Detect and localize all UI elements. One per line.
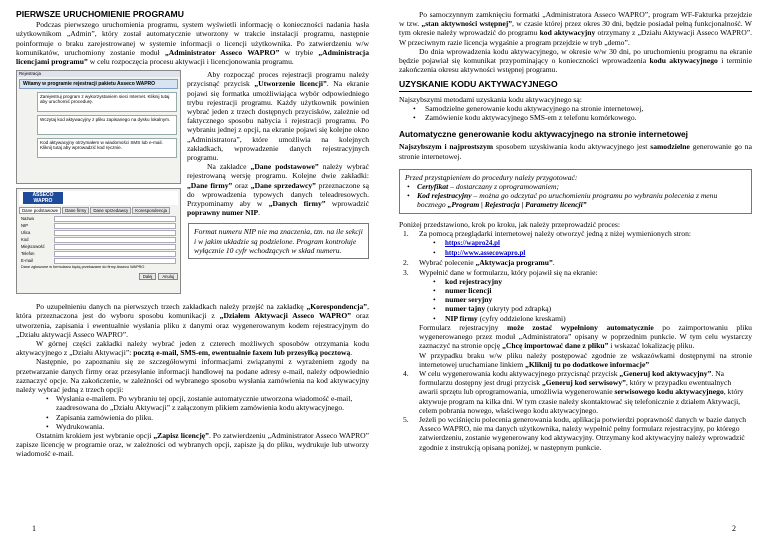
preparation-title: Przed przystąpieniem do procedury należy przygotować: <box>405 172 578 182</box>
window-title: Rejestracja <box>17 71 180 77</box>
list-item: • numer tajny (ukryty pod zdrapką) <box>419 304 752 313</box>
side-paragraph-1: Aby rozpocząć proces rejestracji programu należy przycisnąć przycisk „Utworzenie licencji”. Na ekranie pojawi się formatka umożliwiająca wybór odpowiedniego trybu rejestracji programu. Każdy użytkownik powinien wybrać jeden z trzech dostępnych przycisków, zależnie od faktycznego sposobu nabycia i rejestracji programu. Po wybraniu jednej z opcji, na ekranie pojawi się kolejne okno „Administratora”, które umożliwia na kolejnych zakładkach, wprowadzenie danych rejestracyjnych programu. <box>187 70 369 163</box>
after-paragraph-1: Po uzupełnieniu danych na pierwszych trzech zakładkach należy przejść na zakładkę „Korespondencja”, która przeznaczona jest do wyboru sposobu komunikacji z „Działem Aktywacji Asseco WAPRO” oraz utworzenia, zapisania i ewentualnie wysłania pliku z danymi oraz wygenerowanym kodem rejestracyjnym do „Działu aktywacji Asseco WAPRO”. <box>16 302 370 339</box>
screenshots <box>16 70 181 294</box>
list-item: • Zapisania zamówienia do pliku. <box>16 413 369 422</box>
list-item: • Zamówienie kodu aktywacyjnego SMS-em z telefonu komórkowego. <box>399 113 752 122</box>
postcode-field[interactable] <box>54 237 176 243</box>
section-heading: UZYSKANIE KODU AKTYWACYJNEGO <box>399 80 752 91</box>
list-item: • Wydrukowania. <box>16 422 369 431</box>
form-footer-note: Dane zgłoszone w formularzu będą przekazane do firmy Asseco WAPRO <box>21 265 145 270</box>
step-item: 2. Wybrać polecenie „Aktywacja programu”. <box>403 258 555 268</box>
list-item: • Wysłania e-mailem. Po wybraniu tej opcji, zostanie automatycznie utworzona wiadomość e-mail, zaadresowana do „Działu Aktywacji” z załączonym plikiem zamówienia kodu aktywacyjnego. <box>16 394 369 412</box>
option-file-button[interactable]: Wczytaj kod aktywacyjny z pliku zapisanego na dysku lokalnym. <box>37 115 177 135</box>
option-internet-button[interactable]: Zarejestruj program z wykorzystaniem sieci Internet. Kliknij tutaj aby uruchomić procedurę. <box>37 92 177 112</box>
dialog-buttons <box>19 273 178 280</box>
preparation-box <box>399 169 752 214</box>
form-row: Telefon <box>21 251 176 256</box>
preparation-list <box>405 182 746 210</box>
links-list <box>419 238 752 258</box>
nip-field[interactable] <box>54 223 176 229</box>
city-field[interactable] <box>54 244 176 250</box>
list-item <box>419 248 752 258</box>
tab-korespondencja[interactable]: Korespondencja <box>132 207 170 214</box>
email-field[interactable] <box>54 258 176 264</box>
form-row: Ulica <box>21 230 176 235</box>
step-item: 3. Wypełnić dane w formularzu, który pojawił się na ekranie: • kod rejestracyjny • numer licencji • numer seryjny • numer tajny (ukryty pod zdrapką) • NIP firmy (cyfry oddzielone kreskami) Formularz rejestracyjny może zostać wypełniony automatycznie po zaimportowaniu pliku wygenerowanego przez moduł „Administratora” opisany w poprzednim punkcie. W tym celu wystarczy zaznaczyć na stronie opcję „Chcę importować dane z pliku” i wskazać lokalizację pliku. W przypadku braku w/w pliku należy postępować zgodnie ze wskazówkami dostępnymi na stronie internetowej uruchamiane linkiem „Kliknij tu po dodatkowe informacje” <box>399 268 752 369</box>
tab-dane-podstawowe[interactable]: Dane podstawowe <box>19 207 61 214</box>
step-item: 5. Jeżeli po wciśnięciu polecenia generowania kodu, aplikacja potwierdzi poprawność danych w bazie danych Asseco WAPRO, nie ma danych użytkownika, należy wypełnić pełny formularz rejestracyjny, po którego zatwierdzeniu, zostanie wygenerowany kod aktywacyjny. Otrzymany kod aktywacyjny należy wprowadzić zgodnie z instrukcją opisaną poniżej, w następnym punkcie. <box>403 414 747 452</box>
option-manual-button[interactable]: Kod aktywacyjny otrzymałem w wiadomości SMS lub e-mail. Kliknij tutaj aby wprowadzić kod ręcznie. <box>37 138 177 158</box>
auto-paragraph: Najszybszym i najprostszym sposobem uzyskiwania kodu aktywacyjnego jest samodzielne generowanie go na stronie internetowej. <box>399 142 752 161</box>
assecowapro-link[interactable]: http://www.assecowapro.pl <box>445 249 526 258</box>
tab-dane-sprzedawcy[interactable]: Dane sprzedawcy <box>90 207 131 214</box>
state-paragraph: Po samoczynnym zamknięciu formatki „Administratora Asseco WAPRO”, program WF-Fakturka przejdzie w tzw. „stan aktywności wstępnej”, w czasie której przez okres 30 dni, będzie posiadał pełną funkcjonalność. W tym okresie należy wprowadzić do programu kod aktywacyjny otrzymany z „Działu Aktywacji Asseco WAPRO”. W przeciwnym razie licencja wygaśnie a program przejdzie w tryb „demo”. <box>399 10 752 47</box>
left-column <box>16 10 369 459</box>
after-paragraph-4: Ostatnim krokiem jest wybranie opcji „Zapisz licencję”. Po zatwierdzeniu „Administrator Asseco WAPRO” zapisze licencję w programie oraz, w zależności od wybranych opcji, zapisze ją do pliku, wydrukuje lub utworzy wiadomość e-mail. <box>16 431 369 459</box>
form-fields-list <box>419 277 752 323</box>
step-item: 4. W celu wygenerowania kodu aktywacyjnego przycisnąć przycisk „Generuj kod aktywacyjny”. Na formularzu dostępny jest drugi przycisk „Generuj kod serwisowy”, który w przypadku ewentualnych awarii sprzętu lub oprogramowania, umożliwia wygenerowanie serwisowego kodu aktywacyjnego, który aktywuje program na kilka dni. W tym czasie należy skontaktować się telefonicznie z działem Aktywacji, celem pobrania nowego, właściwego kodu aktywacyjnego. <box>403 368 744 415</box>
nip-note: Format numeru NIP nie ma znaczenia, tzn. na ile sekcji i w jakim układzie są podzielone. Program kontroluje wyłącznie 10 cyfr wchodzących w skład numeru. <box>188 223 369 259</box>
tab-dane-firmy[interactable]: Dane firmy <box>62 207 89 214</box>
registration-window <box>16 70 181 184</box>
subsection-heading: Automatyczne generowanie kodu aktywacyjnego na stronie internetowej <box>399 129 689 140</box>
form-row: Nazwa <box>21 216 176 221</box>
form-row: Kod <box>21 237 176 242</box>
no-file-paragraph: W przypadku braku w/w pliku należy postępować zgodnie ze wskazówkami dostępnymi na stronie internetowej uruchamiane linkiem „Kliknij tu po dodatkowe informacje” <box>419 350 752 369</box>
list-item: • numer seryjny <box>419 295 752 304</box>
list-item: • numer licencji <box>419 286 752 295</box>
registration-header: Witamy w programie rejestracji pakietu Asseco WAPRO <box>19 79 178 89</box>
list-item <box>419 238 752 248</box>
page-number-right: 2 <box>732 524 736 533</box>
next-button[interactable]: Dalej <box>139 273 157 280</box>
after-paragraph-3: Następnie, po zapoznaniu się ze szczegółowymi informacjami związanymi z wyrażeniem zgody na przetwarzanie danych firmy oraz przesyłanie informacji handlowej na podane adresy e-mail, należy odpowiednio zaznaczyć opcje. Na zakończenie, w zależności od wybranego sposobu wysłania zamówienia na kod aktywacyjny należy wybrać jedną z trzech opcji: <box>16 357 369 395</box>
name-field[interactable] <box>54 216 176 222</box>
admin-window <box>16 188 181 294</box>
phone-field[interactable] <box>54 251 176 257</box>
list-item: • Samodzielne generowanie kodu aktywacyjnego na stronie internetowej, <box>399 104 752 113</box>
after-paragraph-2: W górnej części zakładki należy wybrać jeden z czterech możliwych sposobów otrzymania kodu aktywacyjnego z „Działu Aktywacji”: pocztą e-mail, SMS-em, ewentualnie faxem lub przesyłką pocztową. <box>16 339 369 358</box>
codes-intro: Najszybszymi metodami uzyskania kodu aktywacyjnego są: <box>399 94 582 104</box>
list-item: • kod rejestracyjny <box>419 277 752 286</box>
list-item: • NIP firmy (cyfry oddzielone kreskami) <box>419 314 752 323</box>
street-field[interactable] <box>54 230 176 236</box>
page-number-left: 1 <box>32 524 36 533</box>
import-paragraph: Formularz rejestracyjny może zostać wypełniony automatycznie po zaimportowaniu pliku wygenerowanego przez moduł „Administratora” opisany w poprzednim punkcie. W tym celu wystarczy zaznaczyć na stronie opcję „Chcę importować dane z pliku” i wskazać lokalizację pliku. <box>419 322 752 351</box>
steps-list <box>399 229 752 452</box>
wapro-logo: ASSECO WAPRO <box>19 191 178 205</box>
list-item: • Certyfikat – dostarczany z oprogramowaniem; <box>405 182 746 191</box>
step-item: 1. Za pomocą przeglądarki internetowej należy otworzyć jedną z niżej wymienionych stron: • https://wapro24.pl • http://www.assecowapro.pl <box>399 229 752 259</box>
list-item: • Kod rejestracyjny – można go odczytać po uruchomieniu programu po wybraniu polecenia z menu bocznego „Program | Rejestracja | Parametry licencji” <box>405 191 746 209</box>
intro-paragraph: Podczas pierwszego uruchomienia programu, system wyświetli informację o konieczności nadania hasła użytkownikom „Admin”, który został automatycznie utworzony w trakcie instalacji programu, następnie poinformuje o braku zarejestrowanej w systemie informacji o licencji użytkownika. Po zatwierdzeniu w/w komunikatów, uruchomiony zostanie moduł „Administrator Asseco WAPRO” w trybie „Administracja licencjami programu” w celu rozpoczęcia procesu aktywacji i licencjonowania programu. <box>16 20 369 67</box>
steps-intro: Poniżej przedstawiono, krok po kroku, jak należy przeprowadzić proces: <box>399 219 620 229</box>
reminder-paragraph: Do dnia wprowadzenia kodu aktywacyjnego, w okresie w/w 30 dni, po uruchomieniu programu na ekranie będzie pojawiał się komunikat przypominający o konieczności wprowadzenia kodu aktywacyjnego i terminie zakończenia okresu aktywności wstępnej programu. <box>399 46 752 75</box>
form-row: NIP <box>21 223 176 228</box>
page-title: PIERWSZE URUCHOMIENIE PROGRAMU <box>16 9 184 19</box>
form-row: E-mail <box>21 258 176 263</box>
admin-tabs <box>19 207 178 214</box>
form-row: Miejscowość <box>21 244 176 249</box>
wapro24-link[interactable]: https://wapro24.pl <box>445 239 500 248</box>
side-paragraph-2: Na zakładce „Dane podstawowe” należy wybrać rejestrowaną wersję programu. Kolejne dwie zakładki: „Dane firmy” oraz „Dane sprzedawcy” przeznaczone są do wprowadzenia typowych danych teleadresowych. Przypominamy aby w „Danych firmy” wprowadzić poprawny numer NIP. <box>187 162 369 218</box>
right-column <box>399 10 752 452</box>
send-options-list <box>16 394 369 431</box>
cancel-button[interactable]: Anuluj <box>158 273 178 280</box>
codes-list <box>399 104 752 122</box>
